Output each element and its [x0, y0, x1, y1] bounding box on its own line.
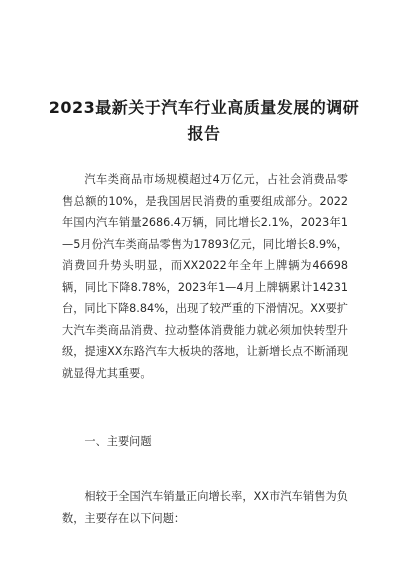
document-title-line-2: 报告	[187, 124, 221, 143]
document-title-line-1: 2023最新关于汽车行业高质量发展的调研	[48, 98, 360, 117]
body-paragraph-1: 汽车类商品市场规模超过4万亿元，占社会消费品零售总额的10%，是我国居民消费的重要组成部分。2022年国内汽车销量2686.4万辆，同比增长2.1%，2023年1—5月份汽车类商品零售为17893亿元，同比增长8.9%，消费回升势头明显，而XX2022年全年上牌辆为46698辆，同比下降8.78%，2023年1—4月上牌辆累计14231台，同比下降8.84%，出现了较严重的下滑情况。XX要扩大汽车类商品消费、拉动整体消费能力就必须加快转型升级，提速XX东路汽车大板块的落地，让新增长点不断涌现就显得尤其重要。	[62, 173, 348, 380]
body-paragraph-2: 相较于全国汽车销量正向增长率，XX市汽车销售为负数，主要存在以下问题：	[62, 490, 348, 525]
section-heading-container	[62, 431, 348, 453]
section-heading-1: 一、主要问题	[84, 435, 152, 448]
body-paragraph-1-container	[62, 169, 348, 384]
body-paragraph-2-container	[62, 486, 348, 529]
